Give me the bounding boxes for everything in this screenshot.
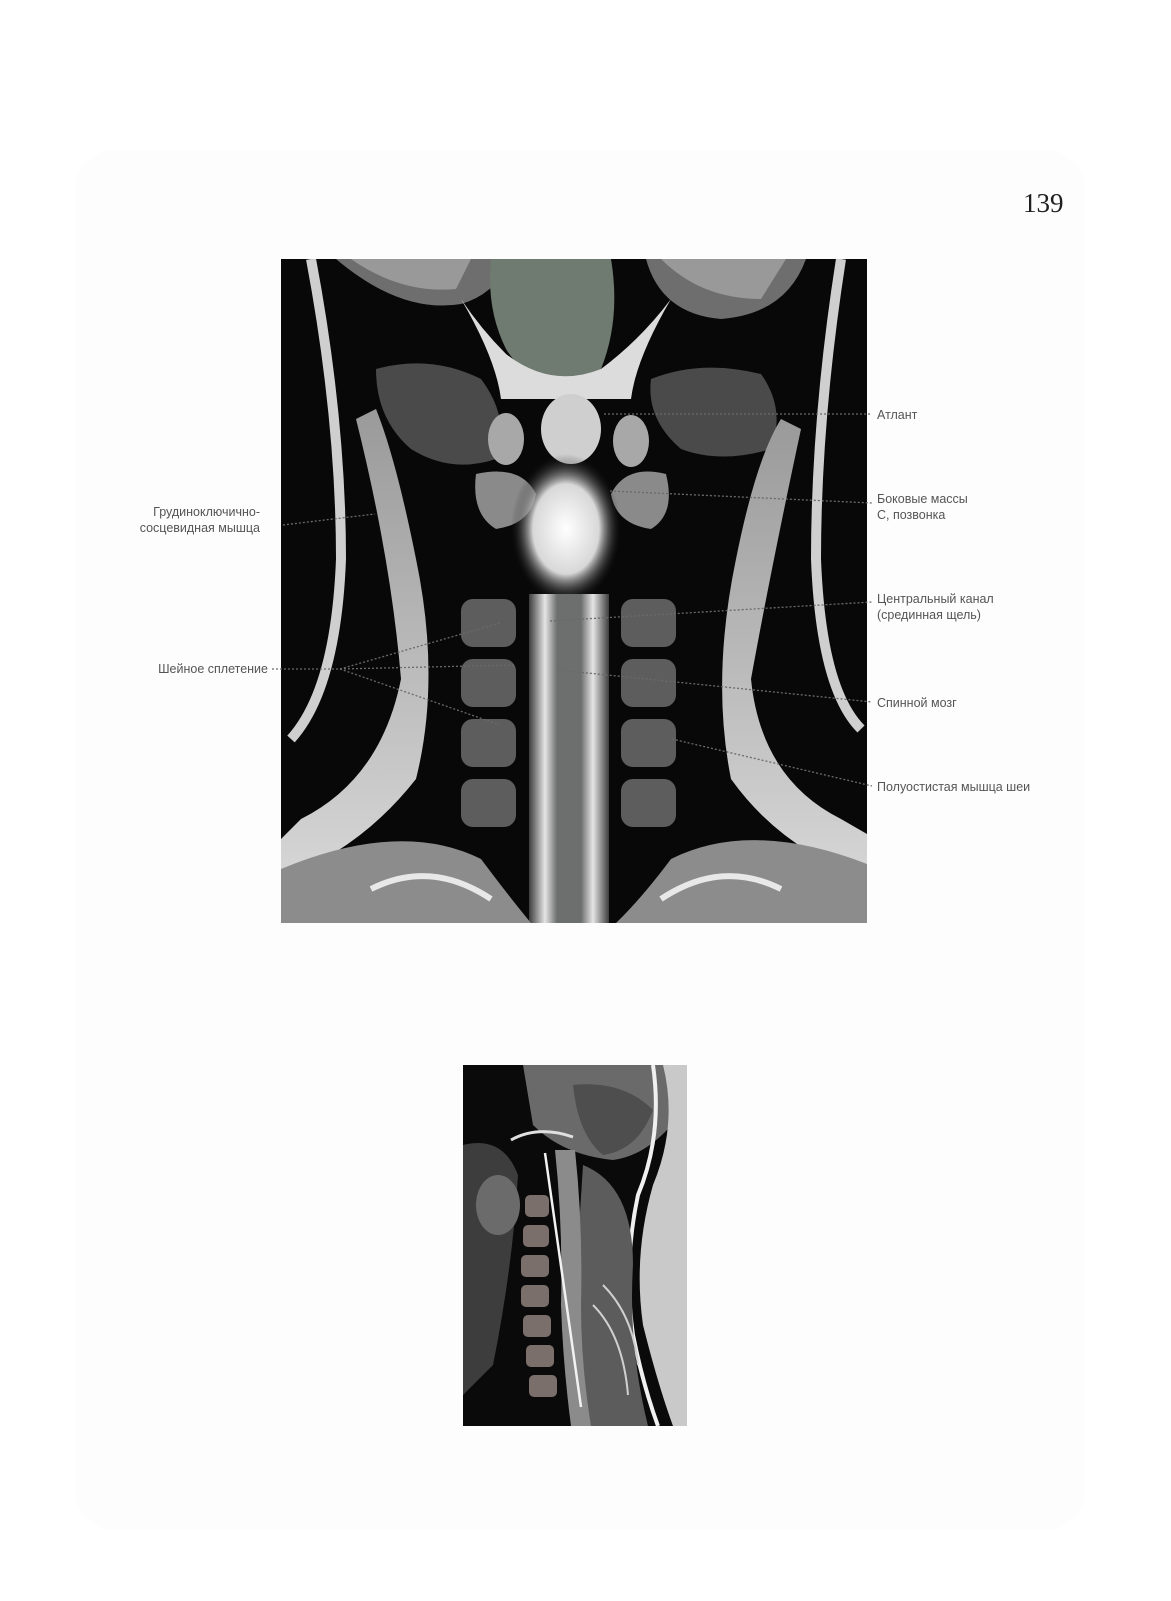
mri-sagittal-image [463, 1065, 687, 1426]
label-scm-line1: Грудиноключично- [153, 505, 260, 519]
mri-sagittal-graphic [463, 1065, 687, 1426]
label-lateral-masses [877, 491, 968, 523]
label-lateral-masses-line2: С, позвонка [877, 508, 946, 522]
label-central-canal-line2: (срединная щель) [877, 608, 981, 622]
label-spinal-cord: Спинной мозг [877, 696, 957, 710]
label-lateral-masses-line1: Боковые массы [877, 492, 968, 506]
label-atlas: Атлант [877, 408, 918, 422]
mri-coronal-graphic [281, 259, 867, 923]
label-cervical-plexus: Шейное сплетение [158, 662, 268, 676]
label-central-canal [877, 591, 994, 623]
label-sternocleidomastoid [104, 504, 260, 536]
mri-coronal-image [281, 259, 867, 923]
page-number: 139 [1023, 188, 1064, 218]
label-scm-line2: сосцевидная мышца [139, 521, 260, 535]
label-semispinalis: Полуостистая мышца шеи [877, 780, 1031, 794]
label-central-canal-line1: Центральный канал [877, 592, 994, 606]
